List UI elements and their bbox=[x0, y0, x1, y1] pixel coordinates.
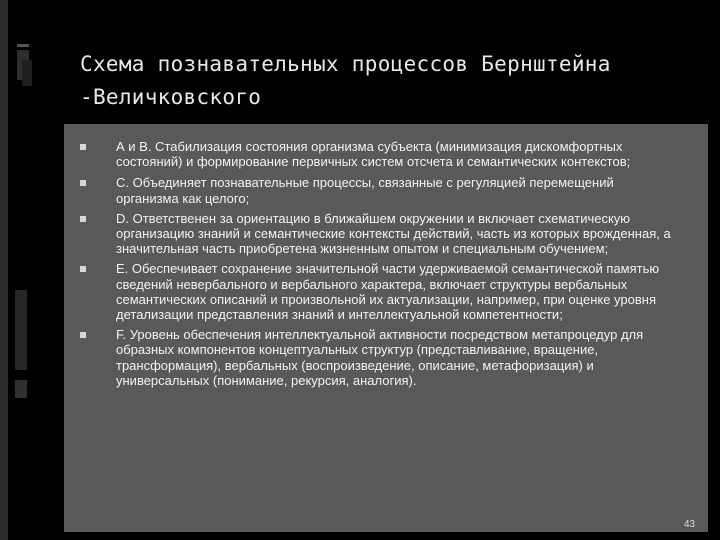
square-bullet-icon bbox=[80, 332, 86, 338]
square-bullet-icon bbox=[80, 216, 86, 222]
bullet-item bbox=[80, 175, 680, 205]
square-bullet-icon bbox=[80, 144, 86, 150]
decor-bar bbox=[15, 290, 27, 370]
bullet-item bbox=[80, 139, 680, 169]
bullet-text: D. Ответственен за ориентацию в ближайшем окружении и включает схематическую организацию знаний и семантические контексты действий, часть из которых врожденная, а значительная часть приобретена жизненным опытом и специальным обучением; bbox=[116, 210, 671, 257]
slide-title: Схема познавательных процессов Бернштейна -Величковского bbox=[80, 52, 611, 109]
decor-bar bbox=[22, 60, 32, 86]
decor-bar bbox=[17, 44, 29, 47]
bullet-item bbox=[80, 261, 680, 322]
bullet-text: А и B. Стабилизация состояния организма субъекта (минимизация дискомфортных состояний) и формирование первичных систем отсчета и семантических контекстов; bbox=[116, 139, 631, 170]
bullet-item bbox=[80, 327, 680, 388]
bullet-text: С. Объединяет познавательные процессы, связанные с регуляцией перемещений организма как целого; bbox=[116, 175, 614, 206]
left-decor-band bbox=[0, 0, 8, 540]
square-bullet-icon bbox=[80, 266, 86, 272]
bullet-text: E. Обеспечивает сохранение значительной части удерживаемой семантической памятью сведений невербального и вербального характера, включает структуры вербальных семантических описаний и произвольной их актуализации, например, при оценке уровня детализации представления знаний и интеллектуальной компетентности; bbox=[116, 261, 660, 323]
bullet-list bbox=[80, 139, 680, 388]
square-bullet-icon bbox=[80, 180, 86, 186]
bullet-item bbox=[80, 211, 680, 257]
bullet-text: F. Уровень обеспечения интеллектуальной активности посредством метапроцедур для образных компонентов концептуальных структур (представливание, вращение, трансформация), вербальных (воспроизведение, описание, метафоризация) и универсальных (понимание, рекурсия, аналогия). bbox=[116, 327, 644, 388]
decor-bar bbox=[15, 380, 27, 398]
page-number: 43 bbox=[684, 519, 696, 530]
